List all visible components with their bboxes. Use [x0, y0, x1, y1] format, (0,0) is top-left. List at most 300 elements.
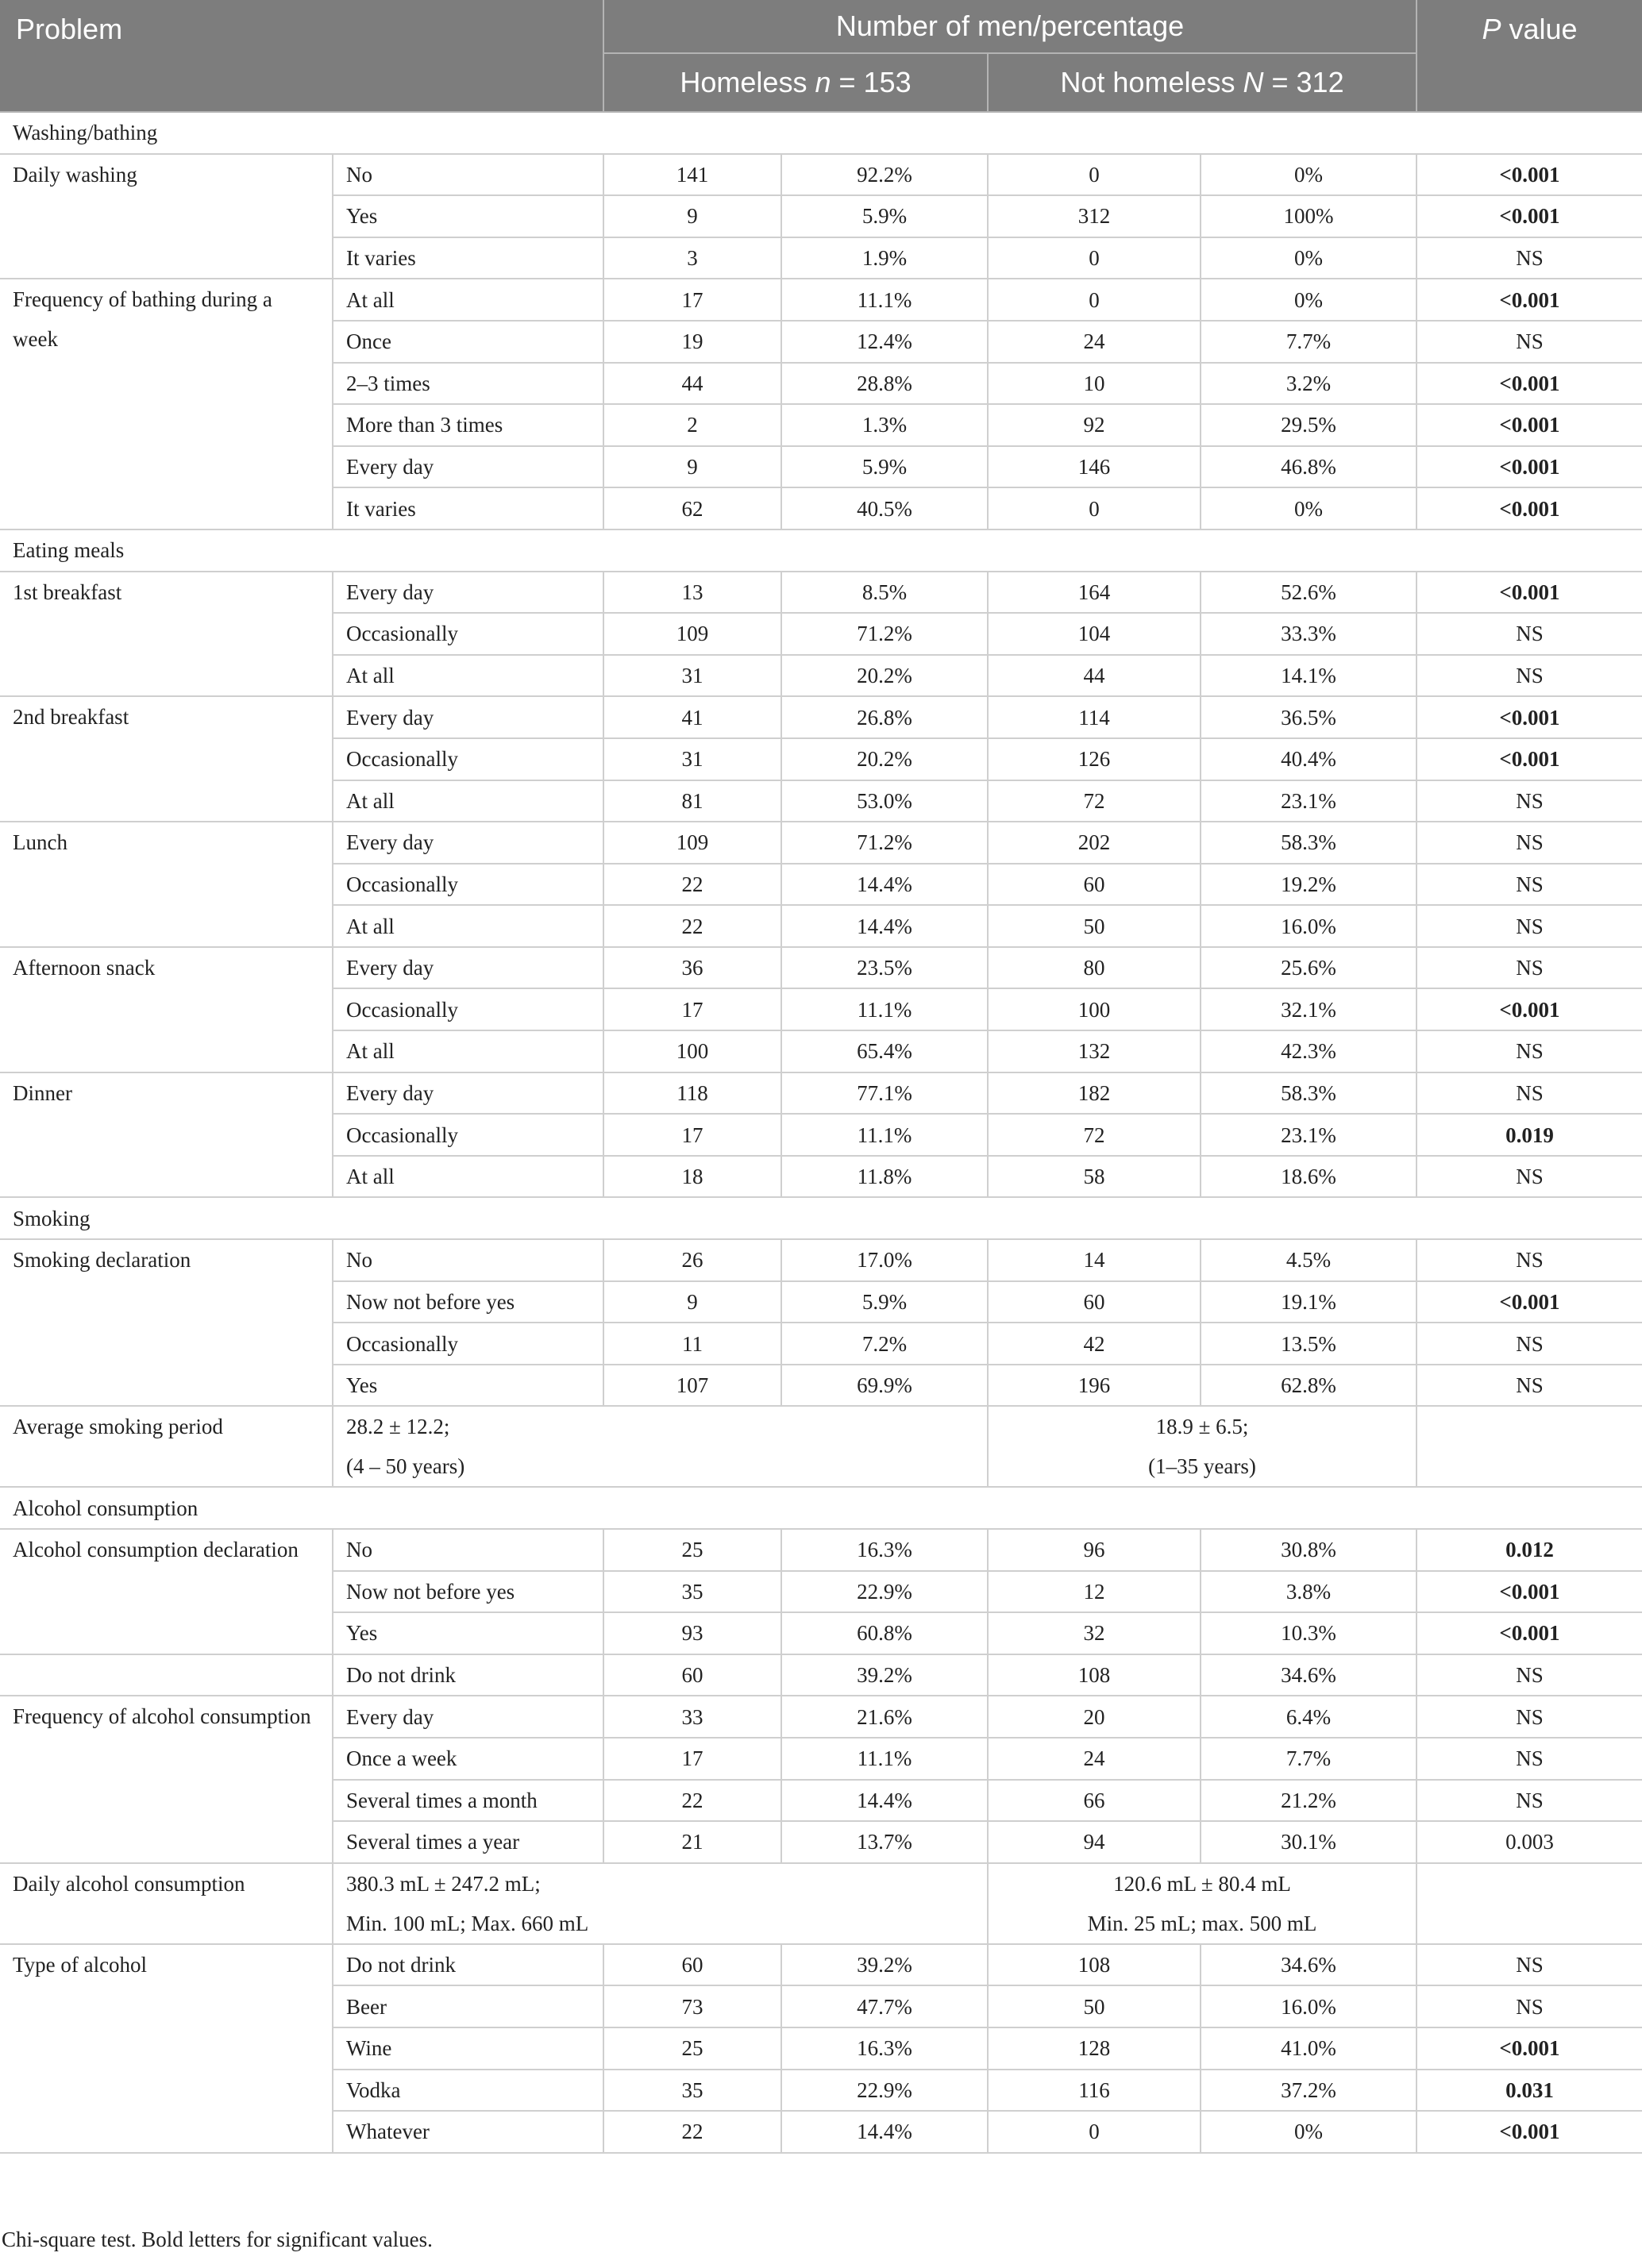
not-homeless-percent: 13.5% [1201, 1323, 1417, 1365]
homeless-count: 17 [603, 1114, 781, 1156]
row-option-label: At all [333, 1156, 603, 1198]
homeless-percent: 28.8% [781, 363, 988, 405]
row-option-label: Do not drink [333, 1654, 603, 1696]
not-homeless-count: 92 [988, 404, 1201, 446]
not-homeless-count: 42 [988, 1323, 1201, 1365]
p-value: 0.012 [1417, 1529, 1642, 1571]
not-homeless-count: 24 [988, 321, 1201, 363]
homeless-count: 31 [603, 738, 781, 780]
homeless-percent: 11.1% [781, 988, 988, 1030]
p-value: 0.031 [1417, 2070, 1642, 2112]
not-homeless-percent: 36.5% [1201, 696, 1417, 738]
row-group-label: Alcohol consumption declaration [0, 1529, 333, 1654]
p-value: NS [1417, 1696, 1642, 1738]
homeless-count: 13 [603, 572, 781, 614]
not-homeless-count: 0 [988, 154, 1201, 196]
homeless-summary-line: 28.2 ± 12.2; [346, 1415, 450, 1439]
not-homeless-count: 196 [988, 1365, 1201, 1407]
not-homeless-percent: 42.3% [1201, 1030, 1417, 1072]
homeless-summary [333, 1406, 988, 1487]
not-homeless-count: 100 [988, 988, 1201, 1030]
row-option-label: It varies [333, 237, 603, 279]
table-row [0, 696, 1642, 738]
homeless-count: 33 [603, 1696, 781, 1738]
homeless-count: 17 [603, 1738, 781, 1780]
not-homeless-count: 96 [988, 1529, 1201, 1571]
table-row [0, 279, 1642, 321]
not-homeless-percent: 62.8% [1201, 1365, 1417, 1407]
homeless-count: 22 [603, 905, 781, 947]
section-row [0, 1487, 1642, 1529]
homeless-count: 62 [603, 487, 781, 529]
homeless-percent: 11.1% [781, 1114, 988, 1156]
not-homeless-percent: 0% [1201, 279, 1417, 321]
row-option-label: Several times a month [333, 1780, 603, 1822]
homeless-count: 26 [603, 1239, 781, 1281]
table-footnote: Chi-square test. Bold letters for significant values. [2, 2228, 433, 2251]
not-homeless-count: 108 [988, 1944, 1201, 1986]
not-homeless-percent: 18.6% [1201, 1156, 1417, 1198]
homeless-count: 81 [603, 780, 781, 822]
not-homeless-count: 72 [988, 780, 1201, 822]
table-row [0, 1072, 1642, 1115]
not-homeless-percent: 0% [1201, 237, 1417, 279]
row-option-label: Occasionally [333, 864, 603, 906]
homeless-count: 35 [603, 2070, 781, 2112]
row-option-label: Every day [333, 947, 603, 989]
p-value: <0.001 [1417, 572, 1642, 614]
homeless-count: 60 [603, 1944, 781, 1986]
not-homeless-count: 94 [988, 1821, 1201, 1863]
row-option-label: Occasionally [333, 1323, 603, 1365]
not-homeless-count: 72 [988, 1114, 1201, 1156]
not-homeless-percent: 7.7% [1201, 1738, 1417, 1780]
p-value: NS [1417, 864, 1642, 906]
homeless-count: 107 [603, 1365, 781, 1407]
header-group-title: Number of men/percentage [603, 0, 1417, 53]
homeless-percent: 22.9% [781, 1571, 988, 1613]
table-row [0, 1529, 1642, 1571]
not-homeless-count: 50 [988, 1985, 1201, 2027]
p-value: NS [1417, 1239, 1642, 1281]
not-homeless-percent: 4.5% [1201, 1239, 1417, 1281]
not-homeless-count: 20 [988, 1696, 1201, 1738]
p-value-empty [1417, 1863, 1642, 1944]
homeless-percent: 11.1% [781, 279, 988, 321]
homeless-summary-line: 380.3 mL ± 247.2 mL; [346, 1871, 541, 1896]
homeless-percent: 71.2% [781, 822, 988, 864]
section-label: Smoking [0, 1197, 1642, 1239]
homeless-percent: 92.2% [781, 154, 988, 196]
not-homeless-percent: 10.3% [1201, 1612, 1417, 1654]
p-value: <0.001 [1417, 1612, 1642, 1654]
section-label: Alcohol consumption [0, 1487, 1642, 1529]
not-homeless-count: 104 [988, 613, 1201, 655]
header-homeless-n-symbol: n [815, 66, 831, 98]
header-not-homeless-label: Not homeless [1060, 66, 1243, 98]
row-group-label: Lunch [0, 822, 333, 947]
not-homeless-summary [988, 1863, 1417, 1944]
homeless-summary-line: (4 – 50 years) [346, 1454, 465, 1479]
p-value: NS [1417, 1030, 1642, 1072]
p-value: 0.019 [1417, 1114, 1642, 1156]
row-option-label: Several times a year [333, 1821, 603, 1863]
table-row [0, 822, 1642, 864]
not-homeless-summary-line: Min. 25 mL; max. 500 mL [1087, 1911, 1317, 1935]
homeless-count: 22 [603, 864, 781, 906]
homeless-count: 100 [603, 1030, 781, 1072]
p-value: NS [1417, 1738, 1642, 1780]
homeless-count: 109 [603, 822, 781, 864]
homeless-percent: 5.9% [781, 195, 988, 237]
table-row [0, 154, 1642, 196]
homeless-percent: 1.9% [781, 237, 988, 279]
table-row [0, 1654, 1642, 1696]
header-p-italic: P [1482, 13, 1501, 45]
not-homeless-count: 182 [988, 1072, 1201, 1115]
homeless-percent: 39.2% [781, 1654, 988, 1696]
row-option-label: No [333, 154, 603, 196]
row-option-label: Do not drink [333, 1944, 603, 1986]
row-option-label: Beer [333, 1985, 603, 2027]
homeless-count: 93 [603, 1612, 781, 1654]
table-header [0, 0, 1642, 112]
not-homeless-percent: 7.7% [1201, 321, 1417, 363]
homeless-percent: 60.8% [781, 1612, 988, 1654]
not-homeless-percent: 32.1% [1201, 988, 1417, 1030]
p-value: <0.001 [1417, 1571, 1642, 1613]
not-homeless-percent: 33.3% [1201, 613, 1417, 655]
homeless-percent: 40.5% [781, 487, 988, 529]
p-value: <0.001 [1417, 2111, 1642, 2153]
homeless-percent: 7.2% [781, 1323, 988, 1365]
header-not-homeless-n-symbol: N [1243, 66, 1264, 98]
homeless-count: 2 [603, 404, 781, 446]
not-homeless-count: 164 [988, 572, 1201, 614]
row-option-label: Every day [333, 572, 603, 614]
p-value: NS [1417, 780, 1642, 822]
not-homeless-percent: 34.6% [1201, 1944, 1417, 1986]
p-value: <0.001 [1417, 2027, 1642, 2070]
not-homeless-percent: 3.2% [1201, 363, 1417, 405]
not-homeless-percent: 46.8% [1201, 446, 1417, 488]
p-value: NS [1417, 321, 1642, 363]
homeless-count: 9 [603, 195, 781, 237]
homeless-percent: 17.0% [781, 1239, 988, 1281]
p-value: <0.001 [1417, 988, 1642, 1030]
not-homeless-percent: 30.8% [1201, 1529, 1417, 1571]
header-not-homeless-n-value: = 312 [1263, 66, 1344, 98]
not-homeless-count: 44 [988, 655, 1201, 697]
row-group-label: 2nd breakfast [0, 696, 333, 822]
homeless-summary-line: Min. 100 mL; Max. 660 mL [346, 1911, 589, 1935]
homeless-percent: 26.8% [781, 696, 988, 738]
row-group-label: Dinner [0, 1072, 333, 1198]
not-homeless-percent: 58.3% [1201, 822, 1417, 864]
homeless-count: 44 [603, 363, 781, 405]
homeless-count: 31 [603, 655, 781, 697]
p-value: <0.001 [1417, 363, 1642, 405]
not-homeless-percent: 0% [1201, 487, 1417, 529]
homeless-count: 19 [603, 321, 781, 363]
homeless-count: 25 [603, 1529, 781, 1571]
section-label: Eating meals [0, 529, 1642, 572]
homeless-percent: 21.6% [781, 1696, 988, 1738]
row-option-label: At all [333, 1030, 603, 1072]
not-homeless-count: 0 [988, 2111, 1201, 2153]
homeless-count: 36 [603, 947, 781, 989]
homeless-count: 35 [603, 1571, 781, 1613]
row-option-label: Whatever [333, 2111, 603, 2153]
not-homeless-count: 60 [988, 864, 1201, 906]
not-homeless-percent: 25.6% [1201, 947, 1417, 989]
row-group-label: Average smoking period [0, 1406, 333, 1487]
row-option-label: Every day [333, 696, 603, 738]
p-value: <0.001 [1417, 404, 1642, 446]
section-row [0, 529, 1642, 572]
not-homeless-percent: 19.1% [1201, 1281, 1417, 1323]
row-option-label: At all [333, 655, 603, 697]
not-homeless-percent: 6.4% [1201, 1696, 1417, 1738]
not-homeless-count: 312 [988, 195, 1201, 237]
not-homeless-percent: 0% [1201, 2111, 1417, 2153]
not-homeless-percent: 40.4% [1201, 738, 1417, 780]
homeless-count: 17 [603, 988, 781, 1030]
not-homeless-percent: 19.2% [1201, 864, 1417, 906]
row-option-label: Yes [333, 1612, 603, 1654]
homeless-percent: 8.5% [781, 572, 988, 614]
homeless-percent: 16.3% [781, 2027, 988, 2070]
row-group-label: Daily alcohol consumption [0, 1863, 333, 1944]
p-value: NS [1417, 905, 1642, 947]
table-row [0, 572, 1642, 614]
p-value: NS [1417, 1072, 1642, 1115]
not-homeless-percent: 23.1% [1201, 780, 1417, 822]
row-group-label: 1st breakfast [0, 572, 333, 697]
not-homeless-percent: 21.2% [1201, 1780, 1417, 1822]
homeless-percent: 23.5% [781, 947, 988, 989]
p-value: 0.003 [1417, 1821, 1642, 1863]
row-option-label: More than 3 times [333, 404, 603, 446]
not-homeless-summary-line: (1–35 years) [1148, 1454, 1256, 1479]
homeless-percent: 39.2% [781, 1944, 988, 1986]
homeless-percent: 13.7% [781, 1821, 988, 1863]
p-value: NS [1417, 1654, 1642, 1696]
not-homeless-percent: 37.2% [1201, 2070, 1417, 2112]
not-homeless-count: 12 [988, 1571, 1201, 1613]
not-homeless-count: 108 [988, 1654, 1201, 1696]
row-option-label: Once a week [333, 1738, 603, 1780]
p-value-empty [1417, 1406, 1642, 1487]
p-value: <0.001 [1417, 696, 1642, 738]
row-option-label: Every day [333, 1696, 603, 1738]
row-group-label: Afternoon snack [0, 947, 333, 1072]
table-body [0, 112, 1642, 2153]
row-group-label: Daily washing [0, 154, 333, 279]
homeless-count: 41 [603, 696, 781, 738]
p-value: <0.001 [1417, 279, 1642, 321]
homeless-count: 9 [603, 446, 781, 488]
homeless-count: 141 [603, 154, 781, 196]
not-homeless-count: 14 [988, 1239, 1201, 1281]
p-value: <0.001 [1417, 487, 1642, 529]
homeless-percent: 14.4% [781, 905, 988, 947]
homeless-percent: 5.9% [781, 1281, 988, 1323]
not-homeless-percent: 58.3% [1201, 1072, 1417, 1115]
not-homeless-percent: 100% [1201, 195, 1417, 237]
not-homeless-count: 50 [988, 905, 1201, 947]
homeless-percent: 20.2% [781, 655, 988, 697]
homeless-percent: 22.9% [781, 2070, 988, 2112]
not-homeless-count: 202 [988, 822, 1201, 864]
homeless-percent: 69.9% [781, 1365, 988, 1407]
not-homeless-percent: 16.0% [1201, 905, 1417, 947]
not-homeless-count: 128 [988, 2027, 1201, 2070]
row-option-label: Every day [333, 822, 603, 864]
not-homeless-percent: 16.0% [1201, 1985, 1417, 2027]
p-value: NS [1417, 237, 1642, 279]
row-group-label: Frequency of bathing during a week [0, 279, 333, 529]
table-row [0, 1944, 1642, 1986]
header-homeless-n-value: = 153 [831, 66, 912, 98]
header-homeless [603, 53, 988, 112]
row-option-label: Occasionally [333, 988, 603, 1030]
p-value: NS [1417, 1323, 1642, 1365]
homeless-count: 25 [603, 2027, 781, 2070]
section-row [0, 112, 1642, 154]
homeless-count: 109 [603, 613, 781, 655]
homeless-count: 17 [603, 279, 781, 321]
section-row [0, 1197, 1642, 1239]
p-value: NS [1417, 655, 1642, 697]
not-homeless-percent: 41.0% [1201, 2027, 1417, 2070]
row-option-label: Now not before yes [333, 1281, 603, 1323]
not-homeless-percent: 29.5% [1201, 404, 1417, 446]
table-row [0, 1239, 1642, 1281]
not-homeless-percent: 30.1% [1201, 1821, 1417, 1863]
homeless-percent: 47.7% [781, 1985, 988, 2027]
not-homeless-percent: 52.6% [1201, 572, 1417, 614]
header-p-rest: value [1501, 13, 1578, 45]
header-not-homeless [988, 53, 1417, 112]
p-value: NS [1417, 1944, 1642, 1986]
table-row [0, 947, 1642, 989]
row-option-label: At all [333, 780, 603, 822]
not-homeless-count: 146 [988, 446, 1201, 488]
not-homeless-percent: 0% [1201, 154, 1417, 196]
row-option-label: Vodka [333, 2070, 603, 2112]
header-problem: Problem [0, 0, 603, 112]
homeless-percent: 5.9% [781, 446, 988, 488]
row-group-label: Smoking declaration [0, 1239, 333, 1406]
not-homeless-count: 66 [988, 1780, 1201, 1822]
row-option-label: Yes [333, 1365, 603, 1407]
homeless-percent: 53.0% [781, 780, 988, 822]
p-value: NS [1417, 947, 1642, 989]
row-option-label: Now not before yes [333, 1571, 603, 1613]
p-value: <0.001 [1417, 154, 1642, 196]
not-homeless-summary [988, 1406, 1417, 1487]
p-value: <0.001 [1417, 1281, 1642, 1323]
homeless-percent: 12.4% [781, 321, 988, 363]
not-homeless-count: 116 [988, 2070, 1201, 2112]
not-homeless-percent: 3.8% [1201, 1571, 1417, 1613]
row-option-label: At all [333, 279, 603, 321]
row-option-label: Once [333, 321, 603, 363]
not-homeless-count: 80 [988, 947, 1201, 989]
row-group-label [0, 1654, 333, 1696]
row-option-label: Yes [333, 195, 603, 237]
row-option-label: Wine [333, 2027, 603, 2070]
row-option-label: No [333, 1239, 603, 1281]
p-value: NS [1417, 1780, 1642, 1822]
p-value: <0.001 [1417, 195, 1642, 237]
homeless-count: 11 [603, 1323, 781, 1365]
not-homeless-count: 114 [988, 696, 1201, 738]
not-homeless-percent: 23.1% [1201, 1114, 1417, 1156]
homeless-percent: 14.4% [781, 1780, 988, 1822]
row-option-label: Occasionally [333, 738, 603, 780]
section-label: Washing/bathing [0, 112, 1642, 154]
p-value: NS [1417, 822, 1642, 864]
not-homeless-count: 24 [988, 1738, 1201, 1780]
not-homeless-count: 0 [988, 279, 1201, 321]
homeless-summary [333, 1863, 988, 1944]
homeless-count: 60 [603, 1654, 781, 1696]
header-p-value [1417, 0, 1642, 112]
row-option-label: It varies [333, 487, 603, 529]
not-homeless-count: 60 [988, 1281, 1201, 1323]
homeless-percent: 16.3% [781, 1529, 988, 1571]
row-option-label: Every day [333, 1072, 603, 1115]
homeless-percent: 11.1% [781, 1738, 988, 1780]
homeless-count: 22 [603, 1780, 781, 1822]
not-homeless-percent: 34.6% [1201, 1654, 1417, 1696]
p-value: NS [1417, 613, 1642, 655]
row-option-label: Occasionally [333, 613, 603, 655]
not-homeless-count: 0 [988, 237, 1201, 279]
not-homeless-count: 58 [988, 1156, 1201, 1198]
row-group-label: Frequency of alcohol consumption [0, 1696, 333, 1862]
homeless-percent: 20.2% [781, 738, 988, 780]
not-homeless-count: 0 [988, 487, 1201, 529]
not-homeless-count: 32 [988, 1612, 1201, 1654]
homeless-percent: 71.2% [781, 613, 988, 655]
homeless-count: 118 [603, 1072, 781, 1115]
p-value: NS [1417, 1156, 1642, 1198]
summary-row [0, 1863, 1642, 1944]
row-option-label: No [333, 1529, 603, 1571]
homeless-count: 73 [603, 1985, 781, 2027]
homeless-count: 9 [603, 1281, 781, 1323]
not-homeless-summary-line: 18.9 ± 6.5; [1155, 1415, 1249, 1439]
not-homeless-percent: 14.1% [1201, 655, 1417, 697]
not-homeless-summary-line: 120.6 mL ± 80.4 mL [1113, 1871, 1291, 1896]
homeless-percent: 14.4% [781, 2111, 988, 2153]
not-homeless-count: 126 [988, 738, 1201, 780]
not-homeless-count: 10 [988, 363, 1201, 405]
homeless-percent: 14.4% [781, 864, 988, 906]
homeless-count: 3 [603, 237, 781, 279]
row-option-label: Every day [333, 446, 603, 488]
p-value: <0.001 [1417, 738, 1642, 780]
homeless-count: 18 [603, 1156, 781, 1198]
not-homeless-count: 132 [988, 1030, 1201, 1072]
p-value: NS [1417, 1985, 1642, 2027]
row-option-label: At all [333, 905, 603, 947]
homeless-count: 22 [603, 2111, 781, 2153]
homeless-count: 21 [603, 1821, 781, 1863]
